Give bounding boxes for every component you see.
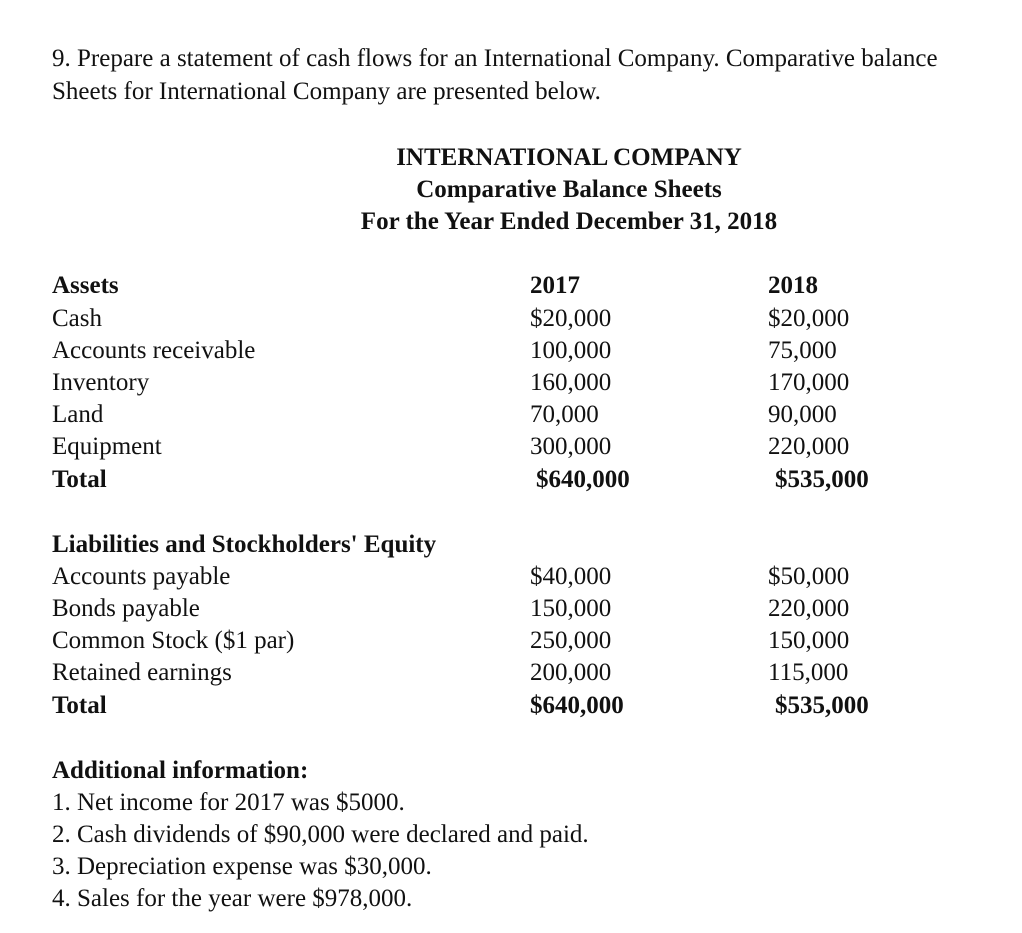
total-2017: $640,000 [530,692,624,719]
value-2017: 160,000 [530,369,612,396]
assets-heading: Assets [52,272,119,299]
row-label: Equipment [52,433,162,460]
value-2018: $20,000 [768,305,850,332]
liabilities-heading: Liabilities and Stockholders' Equity [52,531,437,558]
total-2018: $535,000 [775,466,869,493]
row-label: Inventory [52,369,150,396]
value-2017: 100,000 [530,337,612,364]
problem-statement-line-2: Sheets for International Company are presented below. [52,78,601,105]
list-item: 4. Sales for the year were $978,000. [52,885,413,912]
additional-info-heading: Additional information: [52,757,309,784]
value-2018: 75,000 [768,337,837,364]
value-2018: $50,000 [768,563,850,590]
value-2018: 115,000 [768,659,849,686]
row-label: Accounts payable [52,563,231,590]
value-2018: 90,000 [768,401,837,428]
total-label: Total [52,692,107,719]
problem-statement-line-1: 9. Prepare a statement of cash flows for an International Company. Comparative balance [52,45,938,72]
value-2017: 70,000 [530,401,599,428]
value-2018: 220,000 [768,595,850,622]
list-item: 3. Depreciation expense was $30,000. [52,853,432,880]
row-label: Accounts receivable [52,337,256,364]
row-label: Cash [52,305,102,332]
row-label: Common Stock ($1 par) [52,627,295,654]
total-2018: $535,000 [775,692,869,719]
value-2017: 200,000 [530,659,612,686]
value-2018: 150,000 [768,627,850,654]
value-2017: 300,000 [530,433,612,460]
statement-title: Comparative Balance Sheets [416,176,722,203]
column-2018-heading: 2018 [768,272,818,299]
row-label: Retained earnings [52,659,232,686]
problem-statement [52,42,1012,108]
total-2017: $640,000 [536,466,630,493]
list-item: 2. Cash dividends of $90,000 were declared and paid. [52,821,589,848]
list-item: 1. Net income for 2017 was $5000. [52,789,405,816]
row-label: Land [52,401,104,428]
value-2017: 150,000 [530,595,612,622]
total-label: Total [52,466,107,493]
column-2017-heading: 2017 [530,272,580,299]
value-2017: $40,000 [530,563,612,590]
company-name: INTERNATIONAL COMPANY [396,144,742,171]
value-2017: $20,000 [530,305,612,332]
row-label: Bonds payable [52,595,200,622]
value-2018: 220,000 [768,433,850,460]
value-2018: 170,000 [768,369,850,396]
value-2017: 250,000 [530,627,612,654]
statement-period: For the Year Ended December 31, 2018 [360,208,778,235]
statement-header [0,142,1022,238]
